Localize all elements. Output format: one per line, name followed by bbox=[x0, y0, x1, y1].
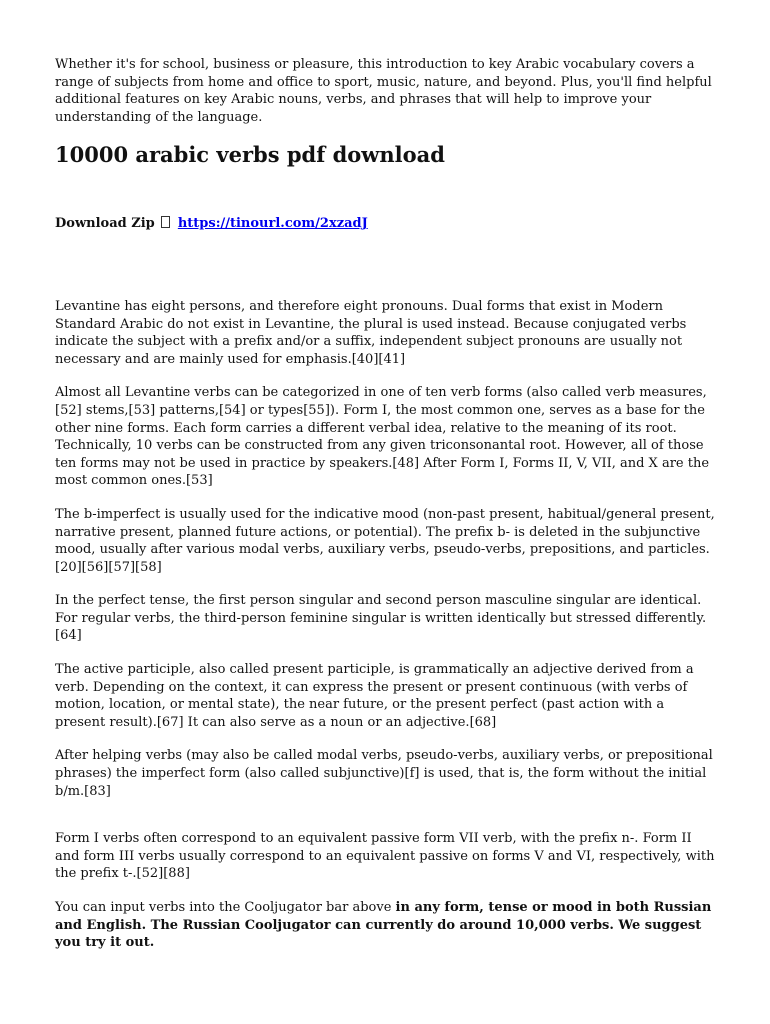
paragraph-active-participle: The active participle, also called present participle, is grammatically an adjective derived from a verb. Depending on the context, it can express the present or present continuous (with verbs of motion, location, or mental state), the near future, or the present perfect (past action with a present result).[67] It can also serve as a noun or an adjective.[68] bbox=[55, 662, 694, 730]
missing-glyph-icon bbox=[161, 216, 170, 228]
paragraph-levantine-persons: Levantine has eight persons, and therefore eight pronouns. Dual forms that exist in Modern Standard Arabic do not exist in Levantine, the plural is used instead. Because conjugated verbs indicate the subject with a prefix and/or a suffix, independent subject pronouns are usually not necessary and are mainly used for emphasis.[40][41] bbox=[55, 298, 687, 367]
paragraph-b-imperfect: The b-imperfect is usually used for the indicative mood (non-past present, habitual/general present, narrative present, planned future actions, or potential). The prefix b- is deleted in the subjunctive mood, usually after various modal verbs, auxiliary verbs, pseudo-verbs, prepositions, and particles.[20][56][57][58] bbox=[55, 506, 715, 575]
download-link[interactable]: https://tinourl.com/2xzadJ bbox=[177, 216, 368, 232]
cooljugator-text: You can input verbs into the Cooljugator bar above bbox=[55, 900, 396, 915]
paragraph-helping-verbs: After helping verbs (may also be called modal verbs, pseudo-verbs, auxiliary verbs, or prepositional phrases) the imperfect form (also called subjunctive)[f] is used, that is, the form without the initial b/m.[83] bbox=[55, 748, 713, 799]
page-title: 10000 arabic verbs pdf download bbox=[55, 142, 445, 168]
paragraph-verb-forms: Almost all Levantine verbs can be categorized in one of ten verb forms (also called verb measures,[52] stems,[53] patterns,[54] or types[55]). Form I, the most common one, serves as a base for the other nine forms. Each form carries a different verbal idea, relative to the meaning of its root. Technically, 10 verbs can be constructed from any given triconsonantal root. However, all of those ten forms may not be used in practice by speakers.[48] After Form I, Forms II, V, VII, and X are the most common ones.[53] bbox=[55, 385, 710, 489]
paragraph-cooljugator bbox=[55, 899, 716, 952]
download-label: Download Zip bbox=[55, 216, 155, 232]
paragraph-perfect-tense: In the perfect tense, the first person singular and second person masculine singular are identical. For regular verbs, the third-person feminine singular is written identically but stressed differently.[64] bbox=[55, 593, 707, 644]
download-line bbox=[55, 215, 716, 233]
intro-paragraph: Whether it's for school, business or pleasure, this introduction to key Arabic vocabulary covers a range of subjects from home and office to sport, music, nature, and beyond. Plus, you'll find helpful additional features on key Arabic nouns, verbs, and phrases that will help to improve your understanding of the language. bbox=[55, 57, 712, 125]
cooljugator-bold-text: in any form, tense or mood in both Russian and English. The Russian Cooljugator can currently do around 10,000 verbs. We suggest you try it out. bbox=[55, 900, 712, 951]
paragraph-passive-forms: Form I verbs often correspond to an equivalent passive form VII verb, with the prefix n-. Form II and form III verbs usually correspond to an equivalent passive on forms V and VI, respectively, with the prefix t-.[52][88] bbox=[55, 831, 715, 882]
